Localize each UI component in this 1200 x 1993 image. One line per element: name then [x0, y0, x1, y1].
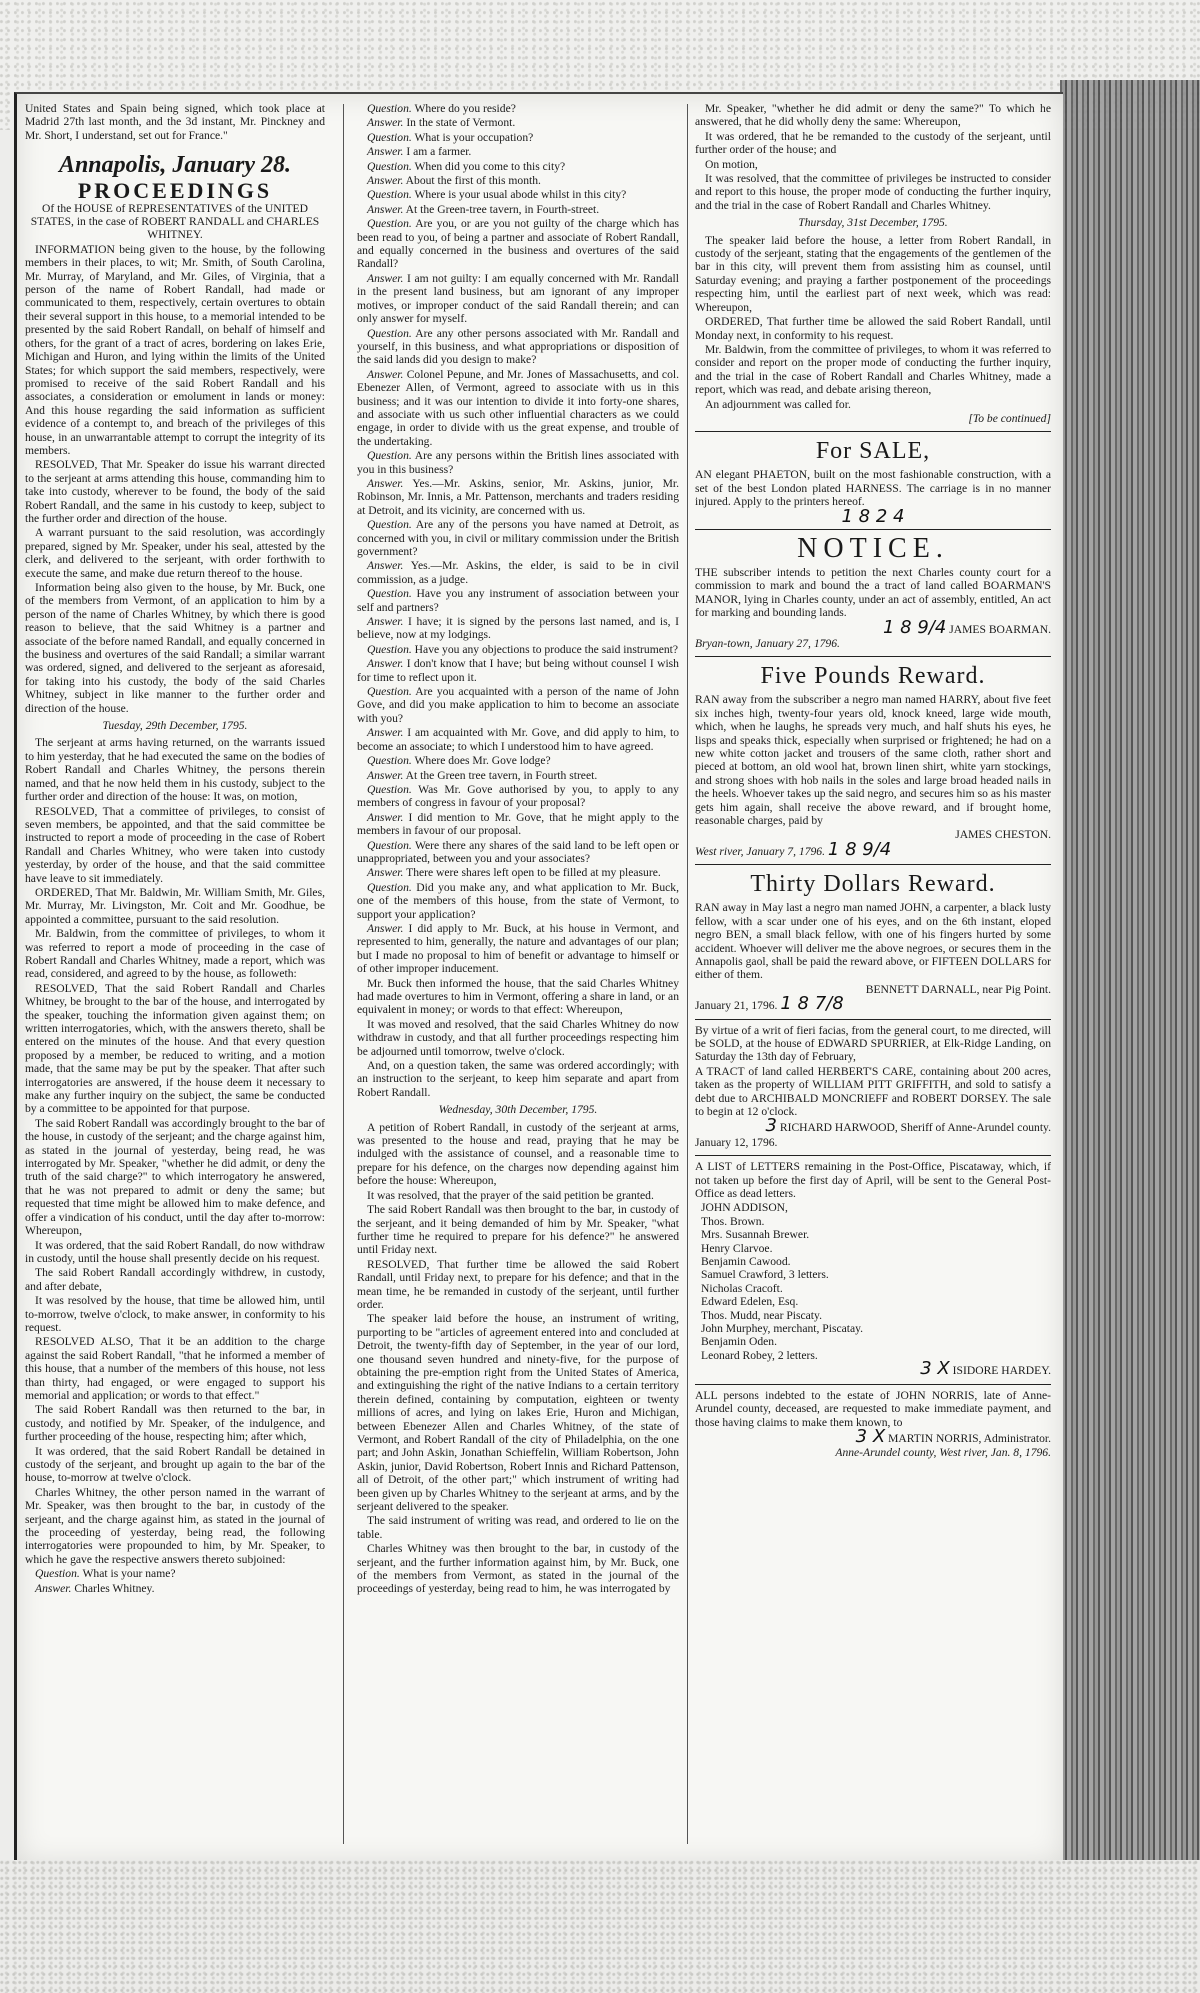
column-3-paragraphs [695, 102, 1051, 212]
column-2-qa [357, 102, 679, 976]
paragraph: ORDERED, That further time be allowed the said Robert Randall, until Monday next, in conformity to his request. [695, 315, 1051, 342]
qa-text: Are any of the persons you have named at Detroit, as concerned with you, in civil or military commission under the British government? [357, 518, 679, 558]
qa-text: Charles Whitney. [74, 1581, 155, 1595]
qa-line [357, 160, 679, 173]
paragraph: On motion, [705, 157, 758, 171]
qa-label: Answer. [367, 174, 404, 188]
qa-text: At the Green tree tavern, in Fourth street. [405, 768, 598, 782]
sheriff-sig-text: RICHARD HARWOOD, Sheriff of Anne-Arundel county. [779, 1121, 1051, 1135]
qa-text: What is your name? [82, 1567, 176, 1581]
date-tuesday: Tuesday, 29th December, 1795. [102, 719, 248, 733]
divider [695, 529, 1051, 530]
letters-list [695, 1201, 1051, 1362]
five-pounds-date-text: West river, January 7, 1796. [695, 844, 825, 858]
divider [695, 431, 1051, 432]
letters-signature [695, 1358, 1051, 1380]
qa-label: Answer. [367, 202, 404, 216]
newspaper-page [14, 92, 1063, 1864]
column-2 [357, 102, 679, 1597]
qa-label: Question. [367, 518, 412, 532]
paragraph: Charles Whitney was then brought to the bar, in custody of the serjeant, and the further information against him, by Mr. Buck, one of the members from Vermont, as stated in the journal of the proceedings of yesterday, being read to him, he was interrogated by [357, 1542, 679, 1596]
paragraph: It was ordered, that the said Robert Randall, do now withdraw in custody, until the house shall presently decide on his request. [25, 1238, 325, 1265]
norris-text: ALL persons indebted to the estate of JOHN NORRIS, late of Anne-Arundel county, deceased, are requested to make immediate payment, and those having claims to make them known, to [695, 1388, 1051, 1429]
paragraph: INFORMATION being given to the house, by the following members in their places, to wit; Mr. Smith, of South Carolina, Mr. Murray, of Maryland, and Mr. Giles, of Virginia, that a person of the name of Robert Randall, had made or communicated to them, respectively, certain overtures to obtain their several support in this house, to a memorial intended to be presented by the said Robert Randall, on behalf of himself and others, for the grant of a tract of acres, bordering on lakes Erie, Michigan and Huron, and lying within the limits of the United States; for which support the said members, respectively, were promised to receive of the said Robert Randall and his associates, a consideration or emolument in lands or money: And this house regarding the said information as sufficient evidence of a contempt to, and breach of the privileges of this house, in an unwarrantable attempt to corrupt the integrity of its members. [25, 242, 325, 457]
handwritten-note-7: 3 X [855, 1425, 886, 1447]
notice-signature [695, 616, 1051, 638]
paragraph: The said instrument of writing was read, and ordered to lie on the table. [357, 1514, 679, 1541]
handwritten-note-5: 3 [765, 1115, 777, 1137]
qa-text: Were there any shares of the said land to be left open or unappropriated, between you and your associates? [357, 838, 679, 865]
qa-line [357, 769, 679, 782]
paragraph: RESOLVED, That a committee of privileges, to consist of seven members, be appointed, and that the said committee be instructed to report a mode of proceeding in the case of Robert Randall and Charles Whitney, who were taken into custody yesterday, by order of the house, and that the said committee have leave to sit immediately. [25, 804, 325, 885]
sheriff-date: January 12, 1796. [695, 1135, 778, 1149]
letter-entry: Thos. Mudd, near Piscaty. [701, 1308, 822, 1322]
notice-title: NOTICE. [797, 532, 949, 564]
qa-label: Question. [367, 130, 412, 144]
qa-label: Answer. [367, 476, 404, 490]
letter-entry: Henry Clarvoe. [701, 1241, 773, 1255]
paragraph: And, on a question taken, the same was ordered accordingly; with an instruction to the serjeant, to keep him separate and apart from Robert Randall. [357, 1059, 679, 1099]
qa-label: Question. [367, 102, 412, 115]
qa-text: I am not guilty: I am equally concerned with Mr. Randall in the present land business, but am ignorant of any improper motives, or improper conduct of the said Randall therein; and can only answer for myself. [357, 271, 679, 326]
handwritten-note-2: 1 8 9/4 [882, 616, 947, 638]
qa-label: Answer. [367, 657, 404, 671]
qa-line [357, 145, 679, 158]
column-1-paragraphs-2 [25, 736, 325, 1566]
letter-entry: Thos. Brown. [701, 1214, 765, 1228]
paragraph: The said Robert Randall was then returned to the bar, in custody, and notified by Mr. Speaker, of the indulgence, and further proceeding of the house, respecting him; after which, [25, 1403, 325, 1444]
qa-line [357, 116, 679, 129]
qa-line [357, 657, 679, 684]
qa-line [357, 174, 679, 187]
qa-text: Was Mr. Gove authorised by you, to apply to any members of congress in favour of your proposal? [357, 782, 679, 810]
qa-label: Answer. [367, 271, 404, 285]
qa-line [357, 131, 679, 144]
qa-text: Yes.—Mr. Askins, the elder, is said to be in civil commission, as a judge. [357, 559, 680, 586]
paragraph: An adjournment was called for. [705, 397, 851, 411]
letters-sig-text: ISIDORE HARDEY. [952, 1364, 1051, 1378]
notice-date: Bryan-town, January 27, 1796. [695, 637, 840, 650]
qa-label: Answer. [367, 145, 404, 159]
thirty-dollars-title: Thirty Dollars Reward. [750, 871, 996, 898]
paragraph: A warrant pursuant to the said resolution, was accordingly prepared, signed by Mr. Speaker, under his seal, attested by the clerk, and delivered to the serjeant, with order forthwith to execute the same, and make due return thereof to the house. [25, 526, 325, 580]
column-1 [25, 102, 325, 1596]
date-thursday: Thursday, 31st December, 1795. [798, 216, 948, 230]
letter-entry: Leonard Robey, 2 letters. [701, 1348, 818, 1362]
paragraph: It was resolved, that the prayer of the said petition be granted. [367, 1188, 654, 1202]
column-1-paragraphs [25, 243, 325, 715]
column-3 [695, 102, 1051, 1461]
qa-text: About the first of this month. [405, 174, 541, 188]
divider [695, 1155, 1051, 1156]
qa-label: Question. [367, 159, 412, 173]
qa-line [357, 477, 679, 517]
qa-line [357, 726, 679, 753]
qa-line [357, 102, 679, 115]
qa-label: Answer. [367, 615, 404, 629]
paragraph: The serjeant at arms having returned, on the warrants issued to him yesterday, that he had executed the same on the bodies of Robert Randall and Charles Whitney, the persons therein named, and that he now held them in his custody, subject to the further order and direction of the house: It was, on motion, [25, 736, 325, 804]
qa-label: Answer. [367, 116, 404, 130]
divider [695, 656, 1051, 657]
tract-text: A TRACT of land called HERBERT'S CARE, containing about 200 acres, taken as the property of WILLIAM PITT GRIFFITH, and sold to satisfy a debt due to ARCHIBALD MONCRIEFF and ROBERT DORSEY. The sale to begin at 12 o'clock. [695, 1064, 1051, 1118]
paragraph: The said Robert Randall was then brought to the bar, in custody of the serjeant, and it being demanded of him by Mr. Speaker, "what further time he required to prepare for his defence?" he answered until Friday next. [357, 1203, 679, 1257]
book-spine [1060, 80, 1200, 1870]
column-2-paragraphs [357, 977, 679, 1100]
qa-text: I did apply to Mr. Buck, at his house in Vermont, and represented to him, generally, the nature and advantages of our plan; but I made no proposal to him of benefit or advantage to himself or of other improper inducement. [357, 921, 679, 976]
paragraph: RESOLVED, That further time be allowed the said Robert Randall, until Friday next, to prepare for his defence; and that in the mean time, he be remanded in custody of the serjeant, until further order. [357, 1257, 679, 1311]
handwritten-note-4: 1 8 7/8 [780, 993, 844, 1015]
norris-sig-text: MARTIN NORRIS, Administrator. [888, 1431, 1051, 1445]
thirty-dollars-signature: BENNETT DARNALL, near Pig Point. [865, 982, 1051, 996]
qa-text: There were shares left open to be filled at my pleasure. [406, 866, 661, 880]
qa-line [357, 615, 679, 642]
paragraph: A petition of Robert Randall, in custody of the serjeant at arms, was presented to the house and read, praying that he may be indulged with the assistance of counsel, and a reasonable time to prepare for his defence, on the charges now depending against him before the house: Whereupon, [357, 1120, 679, 1188]
qa-label: Question. [367, 449, 412, 463]
writ-text: By virtue of a writ of fieri facias, from the general court, to me directed, will be SOLD, at the house of EDWARD SPURRIER, at Elk-Ridge Landing, on Saturday the 13th day of February, [695, 1023, 1051, 1064]
qa-text: Where is your usual abode whilst in this city? [414, 188, 627, 202]
qa-text: I am a farmer. [406, 145, 472, 159]
sheriff-signature [695, 1115, 1051, 1137]
notice-sig-text: JAMES BOARMAN. [949, 622, 1051, 636]
qa-text: Where does Mr. Gove lodge? [414, 754, 551, 768]
qa-label: Question. [367, 642, 412, 656]
handwritten-note-6: 3 X [920, 1358, 950, 1380]
qa-line [357, 866, 679, 879]
qa-text: In the state of Vermont. [406, 116, 516, 130]
notice-text: THE subscriber intends to petition the next Charles county court for a commission to mark and bound the a tract of land called BOARMAN'S MANOR, lying in Charles county, under an act of assembly, entitled, An act for marking and bounding lands. [695, 565, 1051, 620]
headline: PROCEEDINGS [77, 178, 273, 204]
divider [695, 1019, 1051, 1020]
qa-line [357, 203, 679, 216]
letter-entry: Benjamin Oden. [701, 1335, 777, 1349]
paragraph: The speaker laid before the house, a letter from Robert Randall, in custody of the serjeant, stating that the engagements of the gentlemen of the bar in this city, will prevent them from assisting him as counsel, until Saturday evening; and praying a farther postponement of the proceedings respecting him, until the earliest part of next week, which was read: Whereupon, [695, 233, 1051, 314]
qa-text: What is your occupation? [414, 130, 534, 144]
qa-label: Question. [367, 326, 412, 340]
qa-text: Are you, or are you not guilty of the charge which has been read to you, of being a partner and associate of Robert Randall, and equally concerned in the business and overtures of the said Randall? [357, 217, 679, 271]
paragraph: Charles Whitney, the other person named in the warrant of Mr. Speaker, was then brought to the bar, in custody of the serjeant, and the charge against him, as stated in the journal of the proceeding of yesterday, being read, the following interrogatories were propounded to him, by Mr. Speaker, to which he gave the respective answers thereto subjoined: [25, 1485, 325, 1566]
lead-in-text: United States and Spain being signed, which took place at Madrid 27th last month, and the 3d instant, Mr. Pinckney and Mr. Short, I understand, set out for France." [25, 102, 325, 142]
paragraph: ORDERED, That Mr. Baldwin, Mr. William Smith, Mr. Giles, Mr. Murray, Mr. Livingston, Mr. Coit and Mr. Goodhue, be appointed a committee, pursuant to the said resolution. [25, 885, 325, 926]
qa-label: Answer. [367, 367, 404, 381]
qa-label: Answer. [367, 726, 404, 740]
for-sale-title: For SALE, [815, 438, 931, 465]
qa-line [357, 922, 679, 976]
five-pounds-title: Five Pounds Reward. [760, 663, 986, 690]
five-pounds-text: RAN away from the subscriber a negro man named HARRY, about five feet six inches high, twenty-four years old, knock kneed, large wide mouth, which, when he laughs, he spreads very much, and half shuts his eyes, he lisps and speaks thick, especially when surprised or frightened; he had on a new white cotton jacket and trousers of the same cloth, rather short and pieced at bottom, an old wool hat, brown linen shirt, white yarn stockings, and strong shoes with hob nails in the soles and large broad headed nails in the heels. Whoever takes up the said negro, and secures him so as his master gets him again, shall receive the above reward, and if brought home, reasonable charges, paid by [695, 693, 1051, 828]
qa-label: Question. [35, 1567, 80, 1581]
letter-entry: Benjamin Cawood. [701, 1255, 791, 1269]
paragraph: Mr. Buck then informed the house, that the said Charles Whitney had made overtures to him in Vermont, offering a share in land, or an equivalent in money; or words to that effect: Whereupon, [357, 976, 679, 1017]
column-1-qa [25, 1567, 325, 1595]
qa-line [357, 881, 679, 921]
qa-text: Are any other persons associated with Mr. Randall and yourself, in this business, and what appropriations or disposition of the said lands did you design to make? [357, 326, 679, 367]
paragraph: Mr. Speaker, "whether he did admit or deny the same?" To which he answered, that he did wholly deny the same: Whereupon, [695, 102, 1051, 129]
qa-text: Have you any objections to produce the said instrument? [414, 642, 679, 656]
qa-label: Question. [367, 685, 412, 699]
paragraph: RESOLVED, That Mr. Speaker do issue his warrant directed to the serjeant at arms attending this house, commanding him to take into custody, wherever to be found, the body of the said Robert Randall, and the same in his custody to keep, subject to the further order and direction of the house. [25, 458, 325, 525]
letters-text: A LIST of LETTERS remaining in the Post-Office, Piscataway, which, if not taken up before the first day of April, will be sent to the General Post-Office as dead letters. [695, 1160, 1051, 1200]
qa-line [357, 559, 679, 586]
qa-label: Question. [367, 188, 412, 202]
qa-label: Question. [367, 782, 412, 796]
qa-line [25, 1582, 325, 1595]
paragraph: Information being also given to the house, by Mr. Buck, one of the members from Vermont, of an application to him by a person of the name of Charles Whitney, by which there is good reason to believe, that the said Whitney is a partner and associate of the before named Randall, and equally concerned in the business and overtures of the said Randall; a similar warrant was ordered, signed, and delivered to the serjeant as aforesaid, for taking into his custody, the body of the said Charles Whitney, subject in like manner to the further order and direction of the house. [25, 581, 325, 715]
qa-line [357, 327, 679, 367]
qa-label: Answer. [367, 921, 404, 935]
qa-line [357, 643, 679, 656]
paragraph: It was resolved, that the committee of privileges be instructed to consider and report to this house, the proper mode of conducting the further inquiry, and the trial in the case of Robert Randall and Charles Whitney. [695, 172, 1051, 212]
paragraph: The said Robert Randall was accordingly brought to the bar of the house, in custody of the serjeant; and the charge against him, as stated in the journal of yesterday, being read, he was interrogated by Mr. Speaker, "whether he did admit, or deny the truth of the said charge?" to which interrogatory he answered, that he was not prepared to admit or deny the same; but requested that time might be allowed him to make defence, and offer a vindication of his conduct, until the day after to-morrow: Whereupon, [25, 1116, 325, 1238]
qa-text: Colonel Pepune, and Mr. Jones of Massachusetts, and col. Ebenezer Allen, of Vermont, agreed to associate with us in this business; and it was our intention to divide it into forty-one shares, and associate with us such other influential characters as we could engage, in order to divide with us the great expense, and trouble of the undertaking. [357, 367, 679, 448]
qa-line [357, 685, 679, 725]
paragraph: It was ordered, that he be remanded to the custody of the serjeant, until further order of the house; and [695, 129, 1051, 157]
to-be-continued: [To be continued] [968, 411, 1051, 425]
norris-signature [695, 1425, 1051, 1447]
qa-line [357, 449, 679, 476]
qa-text: Yes.—Mr. Askins, senior, Mr. Askins, junior, Mr. Robinson, Mr. Innis, a Mr. Pattenson, merchants and traders residing at Detroit, and its vicinity, are concerned with us. [357, 476, 679, 517]
qa-label: Answer. [367, 559, 404, 573]
qa-text: I don't know that I have; but being without counsel I wish for time to reflect upon it. [357, 657, 679, 684]
thirty-dollars-date-text: January 21, 1796. [695, 999, 778, 1013]
letter-entry: Samuel Crawford, 3 letters. [701, 1268, 829, 1282]
letter-entry: Edward Edelen, Esq. [701, 1295, 799, 1309]
qa-line [25, 1567, 325, 1580]
qa-text: Did you make any, and what application to Mr. Buck, one of the members of this house, from the state of Vermont, to support your application? [357, 880, 679, 921]
paragraph: It was resolved by the house, that time be allowed him, until to-morrow, twelve o'clock, to make answer, in conformity to his request. [25, 1294, 325, 1334]
dateline: Annapolis, January 28. [58, 152, 292, 179]
column-rule [687, 104, 688, 1844]
for-sale-text: AN elegant PHAETON, built on the most fashionable construction, with a set of the best London plated HARNESS. The carriage is in no manner injured. Apply to the printers hereof. [695, 468, 1051, 509]
qa-label: Answer. [367, 866, 404, 880]
qa-text: When did you come to this city? [414, 159, 566, 173]
column-2-paragraphs-3 [357, 1121, 679, 1596]
qa-text: Are any persons within the British lines associated with you in this business? [357, 449, 679, 476]
letter-entry: Nicholas Cracoft. [701, 1281, 783, 1295]
qa-line [357, 811, 679, 838]
scan-noise-bottom [0, 1860, 1200, 1993]
qa-label: Answer. [367, 768, 404, 782]
paragraph: RESOLVED ALSO, That it be an addition to the charge against the said Robert Randall, "that he informed a member of this house, that a number of the members of this house, not less than thirty, had engaged, or were engaged to support his memorial and application; or words to that effect." [25, 1335, 325, 1402]
paragraph: Mr. Baldwin, from the committee of privileges, to whom it was referred to report a mode of proceeding in the case of Robert Randall and Charles Whitney, made a report, which was read, considered, and agreed to by the house, as followeth: [25, 927, 325, 981]
qa-label: Answer. [35, 1581, 72, 1595]
qa-line [357, 839, 679, 866]
letter-entry: John Murphey, merchant, Piscatay. [701, 1322, 864, 1336]
divider [695, 1384, 1051, 1385]
qa-line [357, 272, 679, 326]
thirty-dollars-date [695, 993, 1051, 1015]
qa-line [357, 368, 679, 448]
qa-label: Question. [367, 217, 412, 231]
letter-entry: JOHN ADDISON, [701, 1201, 788, 1215]
column-3-paragraphs-4 [695, 234, 1051, 411]
qa-line [357, 188, 679, 201]
subheadline: Of the HOUSE of REPRESENTATIVES of the UNITED STATES, in the case of ROBERT RANDALL and CHARLES WHITNEY. [30, 201, 320, 242]
qa-line [357, 754, 679, 767]
qa-line [357, 587, 679, 614]
qa-text: I am acquainted with Mr. Gove, and did apply to him, to become an associate; to which I understood him to have agreed. [357, 726, 679, 753]
qa-label: Question. [367, 838, 412, 852]
paragraph: The said Robert Randall accordingly withdrew, in custody, and after debate, [25, 1266, 325, 1293]
qa-label: Question. [367, 880, 412, 894]
qa-label: Question. [367, 754, 412, 768]
column-rule [343, 104, 344, 1844]
letter-entry: Mrs. Susannah Brewer. [701, 1228, 810, 1242]
paragraph: Mr. Baldwin, from the committee of privileges, to whom it was referred to consider and report on the proper mode of conducting the further inquiry, and the trial in the case of Robert Randall and Charles Whitney, made a report, which was read, and debate arising thereon, [695, 342, 1051, 397]
paragraph: It was ordered, that the said Robert Randall be detained in custody of the serjeant, and brought up again to the bar of the house, to-morrow at twelve o'clock. [25, 1444, 325, 1485]
qa-line [357, 518, 679, 558]
qa-label: Answer. [367, 810, 404, 824]
thirty-dollars-text: RAN away in May last a negro man named JOHN, a carpenter, a black lusty fellow, with a scar under one of his eyes, and on the 6th instant, eloped negro BEN, a small black fellow, with one of his fingers hurted by some accident. Whoever will deliver me the above negroes, or secures them in the Annapolis gaol, shall be paid the reward above, or FIFTEEN DOLLARS for either of them. [695, 901, 1051, 982]
norris-date: Anne-Arundel county, West river, Jan. 8, 1796. [835, 1446, 1051, 1460]
qa-line [357, 783, 679, 810]
handwritten-note-1: 1 8 2 4 [841, 505, 905, 527]
paragraph: The speaker laid before the house, an instrument of writing, purporting to be "articles of agreement entered into and concluded at Detroit, the twenty-fifth day of September, in the year of our lord, one thousand seven hundred and ninety-five, for the purpose of obtaining the pre-emption right from the United States of America, and extinguishing the right of the native Indians to a certain territory therein defined, containing by computation, eighteen or twenty millions of acres, and lying on lakes Erie, Huron and Michigan, between Ebenezer Allen and Charles Whitney, of the state of Vermont, and Robert Randall of the city of Philadelphia, on the one part; and John Askin, Jonathan Schieffelin, William Robertson, John Askin, junior, David Robertson, Robert Innis and Richard Pattenson, all of Detroit, of the other part;" which instrument of writing had been given up by Charles Whitney to the serjeant at arms, and by the serjeant delivered to the speaker. [357, 1312, 679, 1514]
qa-text: I did mention to Mr. Gove, that he might apply to the members in favour of our proposal. [357, 810, 679, 838]
five-pounds-date [695, 838, 1051, 860]
five-pounds-signature: JAMES CHESTON. [955, 828, 1051, 842]
qa-text: I have; it is signed by the persons last named, and is, I believe, now at my lodgings. [357, 615, 679, 642]
qa-line [357, 217, 679, 271]
qa-label: Question. [367, 587, 412, 601]
qa-text: Are you acquainted with a person of the name of John Gove, and did you make application to him to become an associate with you? [357, 685, 680, 725]
handwritten-note-3: 1 8 9/4 [827, 838, 892, 860]
paragraph: It was moved and resolved, that the said Charles Whitney do now withdraw in custody, and that all further proceedings respecting him be adjourned until tomorrow, twelve o'clock. [357, 1017, 679, 1058]
qa-text: At the Green-tree tavern, in Fourth-street. [405, 202, 600, 216]
paragraph: RESOLVED, That the said Robert Randall and Charles Whitney, be brought to the bar of the house, and interrogated by the speaker, touching the information given against them; on written interrogatories, which, with the answers thereto, shall be entered on the minutes of the house. And that every question proposed by a member, be reduced to writing, and a motion made, that the same may be put by the speaker. That after such interrogatories are answered, if the house deem it necessary to make any further inquiry on the subject, the same be conducted by a committee to be appointed for that purpose. [25, 981, 325, 1116]
qa-text: Have you any instrument of association between your self and partners? [357, 587, 679, 614]
qa-text: Where do you reside? [414, 102, 516, 115]
date-wednesday: Wednesday, 30th December, 1795. [438, 1103, 598, 1117]
divider [695, 864, 1051, 865]
